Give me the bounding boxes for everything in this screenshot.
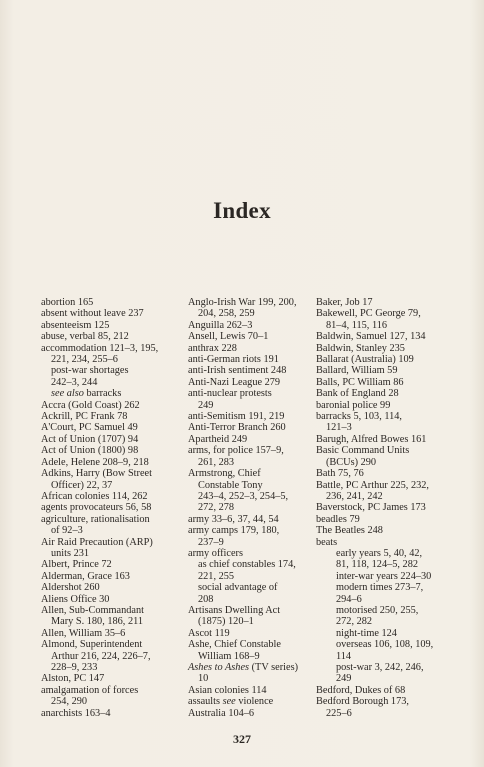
index-entry: Adkins, Harry (Bow Street [41,468,152,480]
index-entry: Adele, Helene 208–9, 218 [41,456,149,468]
index-entry: Bedford Borough 173, [316,696,409,708]
index-entry: Air Raid Precaution (ARP) [41,536,153,548]
index-entry: Basic Command Units [316,445,410,457]
index-entry: Balls, PC William 86 [316,376,404,388]
index-entry: (1875) 120–1 [198,616,254,628]
index-entry: post-war 3, 242, 246, [336,662,424,673]
index-entry: Aliens Office 30 [41,593,110,605]
index-entry: 10 [198,673,209,685]
index-entry: 272, 278 [198,502,235,514]
index-entry: Act of Union (1800) 98 [41,445,139,457]
index-entry: Barugh, Alfred Bowes 161 [316,433,427,445]
index-entry: anti-Irish sentiment 248 [188,365,287,377]
index-entry: 254, 290 [51,696,88,708]
index-entry: Allen, William 35–6 [41,627,126,639]
index-entry: Alderman, Grace 163 [41,570,130,582]
index-column-1 [41,297,183,719]
index-entry: Albert, Prince 72 [41,559,112,571]
index-entry: William 168–9 [198,650,260,662]
index-entry: 237–9 [198,536,224,548]
index-entry: Arthur 216, 224, 226–7, [51,650,151,662]
index-entry: (BCUs) 290 [326,456,377,468]
index-entry: Battle, PC Arthur 225, 232, [316,479,429,491]
index-entry: Act of Union (1707) 94 [41,433,139,445]
index-entry: 294–6 [336,593,362,605]
index-entry: baronial police 99 [316,399,391,411]
index-entry: beadles 79 [316,513,360,525]
index-entry: African colonies 114, 262 [41,490,148,502]
index-column-2 [188,297,313,719]
index-entry: inter-war years 224–30 [336,570,432,582]
index-entry: 249 [198,399,214,411]
index-entry: anarchists 163–4 [41,707,111,719]
index-entry: overseas 106, 108, 109, [336,639,434,651]
page-number: 327 [233,732,251,746]
index-entry: Baverstock, PC James 173 [316,502,426,514]
index-entry: Aldershot 260 [41,582,100,594]
index-entry: Bath 75, 76 [316,468,364,480]
index-entry: anthrax 228 [188,342,237,354]
index-entry: 121–3 [326,422,352,434]
index-column-3 [316,297,466,719]
index-entry: Anguilla 262–3 [188,319,253,331]
index-entry: Apartheid 249 [188,433,248,445]
index-entry: Accra (Gold Coast) 262 [41,399,140,411]
index-entry: Ansell, Lewis 70–1 [188,331,269,343]
index-entry: amalgamation of forces [41,684,139,696]
index-entry: Ackrill, PC Frank 78 [41,411,128,423]
index-entry: Baker, Job 17 [316,297,373,308]
index-entry: The Beatles 248 [316,525,383,537]
index-entry: Asian colonies 114 [188,684,267,696]
index-entry: early years 5, 40, 42, [336,547,423,559]
index-entry: Ballard, William 59 [316,365,398,377]
index-entry: Baldwin, Stanley 235 [316,342,405,354]
index-entry: Bakewell, PC George 79, [316,308,421,320]
index-entry: Ascot 119 [188,627,230,639]
index-entry: abuse, verbal 85, 212 [41,331,129,343]
index-entry: night-time 124 [336,627,397,639]
index-entry: 249 [336,673,352,685]
index-entry: Anti-Nazi League 279 [188,376,281,388]
index-entry: Alston, PC 147 [41,673,105,685]
index-entry: Anti-Terror Branch 260 [188,422,286,434]
index-entry: motorised 250, 255, [336,604,419,616]
index-entry: 272, 282 [336,616,373,628]
index-entry: modern times 273–7, [336,582,424,594]
index-entry: agriculture, rationalisation [41,513,150,525]
index-entry: Officer) 22, 37 [51,479,113,491]
index-entry: Bank of England 28 [316,388,399,400]
index-entry: assaults see violence [188,696,274,708]
index-entry: 81, 118, 124–5, 282 [336,559,418,571]
index-entry: Anglo-Irish War 199, 200, [188,297,297,308]
index-entry: arms, for police 157–9, [188,445,284,457]
index-entry: as chief constables 174, [198,559,296,571]
index-entry: anti-Semitism 191, 219 [188,411,285,423]
index-entry: Artisans Dwelling Act [188,604,281,616]
index-entry: Armstrong, Chief [188,468,261,480]
index-entry: Ashes to Ashes (TV series) [188,662,299,673]
index-entry: units 231 [51,547,90,559]
index-entry: 261, 283 [198,456,235,468]
index-entry: agents provocateurs 56, 58 [41,502,152,514]
index-entry: army 33–6, 37, 44, 54 [188,513,279,525]
index-entry: beats [316,536,338,548]
index-entry: abortion 165 [41,297,94,308]
index-entry: 81–4, 115, 116 [326,319,388,331]
index-entry: see also barracks [51,388,122,400]
index-entry: Allen, Sub-Commandant [41,604,144,616]
index-entry: 221, 255 [198,570,235,582]
index-entry: absent without leave 237 [41,308,144,320]
index-entry: social advantage of [198,582,278,594]
index-entry: 204, 258, 259 [198,308,255,320]
index-entry: barracks 5, 103, 114, [316,411,402,423]
index-entry: Bedford, Dukes of 68 [316,684,406,696]
index-entry: Mary S. 180, 186, 211 [51,616,144,628]
index-entry: Baldwin, Samuel 127, 134 [316,331,426,343]
index-entry: anti-nuclear protests [188,388,272,400]
index-entry: 221, 234, 255–6 [51,354,118,366]
index-entry: Constable Tony [198,479,263,491]
index-entry: Ashe, Chief Constable [188,639,281,651]
index-entry: army camps 179, 180, [188,525,280,537]
index-entry: 243–4, 252–3, 254–5, [198,490,289,502]
index-entry: 225–6 [326,707,352,719]
index-entry: anti-German riots 191 [188,354,279,366]
index-entry: Ballarat (Australia) 109 [316,354,414,366]
page-title: Index [213,198,271,223]
index-entry: A'Court, PC Samuel 49 [41,422,138,434]
index-entry: accommodation 121–3, 195, [41,342,159,354]
index-entry: 208 [198,593,214,605]
index-entry: absenteeism 125 [41,319,110,331]
index-entry: 228–9, 233 [51,662,98,673]
index-entry: post-war shortages [51,365,129,377]
index-entry: 236, 241, 242 [326,490,383,502]
index-entry: of 92–3 [51,525,83,537]
index-entry: Australia 104–6 [188,707,255,719]
index-entry: 114 [336,650,352,662]
index-entry: army officers [188,547,243,559]
index-entry: Almond, Superintendent [41,639,143,651]
index-entry: 242–3, 244 [51,376,98,388]
